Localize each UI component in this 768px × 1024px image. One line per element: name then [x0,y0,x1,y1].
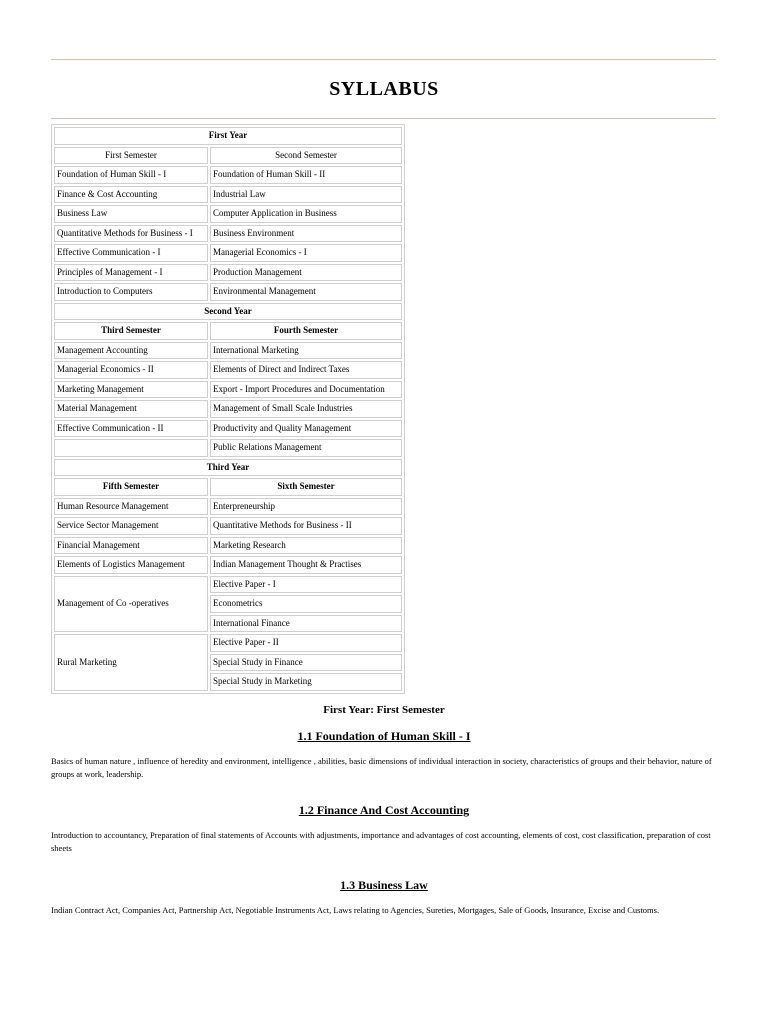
course-cell: Human Resource Management [54,498,208,516]
table-row [54,361,402,379]
table-row [54,498,402,516]
table-row [54,517,402,535]
table-row [54,264,402,282]
subject-description: Introduction to accountancy, Preparation of final statements of Accounts with adjustments, importance and advantages of cost accounting, elements of cost, cost classification, preparation of cost sheets [51,830,711,853]
subject-description: Basics of human nature , influence of heredity and environment, intelligence , abilities, basic dimensions of individual interaction in society, characteristics of groups and their behavior, nature of groups at work, leadership. [51,756,712,779]
title-divider [51,118,716,119]
year-label: First Year [54,127,402,145]
course-cell: Econometrics [210,595,402,613]
course-cell: Production Management [210,264,402,282]
course-cell: Marketing Management [54,381,208,399]
table-row [54,634,402,652]
course-cell: Management Accounting [54,342,208,360]
course-cell: Managerial Economics - II [54,361,208,379]
year-header-row [54,303,402,321]
semester-label: Third Semester [54,322,208,340]
course-cell: International Marketing [210,342,402,360]
course-cell: Marketing Research [210,537,402,555]
table-row [54,537,402,555]
page-title: SYLLABUS [329,78,439,100]
year-header-row [54,459,402,477]
table-row [54,283,402,301]
semester-header-row [54,147,402,165]
semester-header-row [54,322,402,340]
course-cell: Productivity and Quality Management [210,420,402,438]
course-cell: Elective Paper - II [210,634,402,652]
course-cell: Management of Small Scale Industries [210,400,402,418]
course-cell: Public Relations Management [210,439,402,457]
course-cell: Principles of Management - I [54,264,208,282]
year-label: Third Year [54,459,402,477]
table-row [54,225,402,243]
table-row [54,166,402,184]
subject-heading: 1.3 Business Law [340,878,428,892]
course-cell: Effective Communication - II [54,420,208,438]
course-cell: Business Law [54,205,208,223]
course-cell [54,439,208,457]
course-cell: Financial Management [54,537,208,555]
course-cell: Enterpreneurship [210,498,402,516]
course-cell: Industrial Law [210,186,402,204]
table-row [54,439,402,457]
subject-heading: 1.2 Finance And Cost Accounting [298,803,470,817]
semester-label: First Semester [54,147,208,165]
semester-label: Second Semester [210,147,402,165]
course-cell: Special Study in Finance [210,654,402,672]
semester-header-row [54,478,402,496]
course-cell: Computer Application in Business [210,205,402,223]
subject-heading: 1.1 Foundation of Human Skill - I [297,729,471,743]
course-cell: Business Environment [210,225,402,243]
semester-label: Sixth Semester [210,478,402,496]
course-cell: Indian Management Thought & Practises [210,556,402,574]
course-cell: Managerial Economics - I [210,244,402,262]
subject-description: Indian Contract Act, Companies Act, Partnership Act, Negotiable Instruments Act, Laws relating to Agencies, Sureties, Mortgages, Sale of Goods, Insurance, Excise and Customs. [51,905,660,915]
course-cell: Service Sector Management [54,517,208,535]
course-cell: Quantitative Methods for Business - II [210,517,402,535]
course-cell: Foundation of Human Skill - II [210,166,402,184]
section-title: First Year: First Semester [323,704,445,716]
table-row [54,556,402,574]
top-divider [51,59,716,60]
course-cell: Foundation of Human Skill - I [54,166,208,184]
table-row [54,342,402,360]
course-cell: Material Management [54,400,208,418]
course-cell: Elements of Direct and Indirect Taxes [210,361,402,379]
semester-label: Fifth Semester [54,478,208,496]
course-cell: Effective Communication - I [54,244,208,262]
table-row [54,381,402,399]
course-cell: Quantitative Methods for Business - I [54,225,208,243]
course-cell: Elements of Logistics Management [54,556,208,574]
course-cell: Elective Paper - I [210,576,402,594]
course-cell: Special Study in Marketing [210,673,402,691]
semester-label: Fourth Semester [210,322,402,340]
table-row [54,400,402,418]
table-row [54,420,402,438]
table-row [54,576,402,594]
course-cell: Introduction to Computers [54,283,208,301]
table-row [54,186,402,204]
syllabus-table [51,124,405,694]
table-row [54,205,402,223]
course-cell: International Finance [210,615,402,633]
course-cell: Finance & Cost Accounting [54,186,208,204]
year-header-row [54,127,402,145]
table-row [54,244,402,262]
course-cell: Rural Marketing [54,634,208,691]
course-cell: Export - Import Procedures and Documentation [210,381,402,399]
course-cell: Environmental Management [210,283,402,301]
year-label: Second Year [54,303,402,321]
course-cell: Management of Co -operatives [54,576,208,633]
